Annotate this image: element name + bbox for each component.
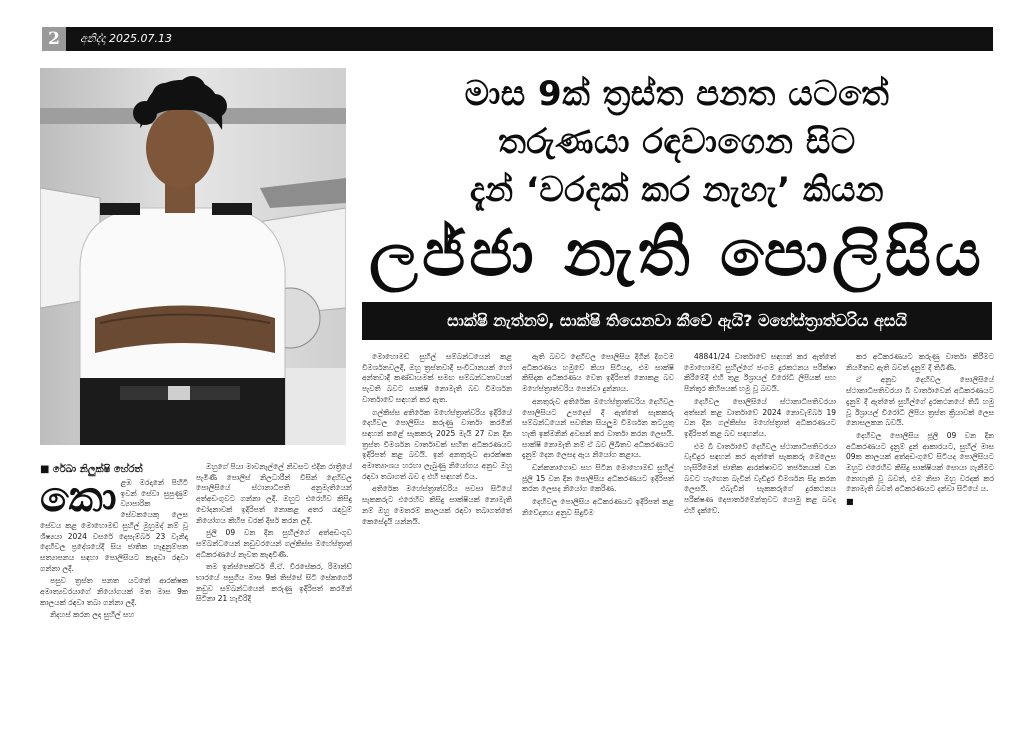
paragraph: ඇති බවට දෙහිවල පොලිසිය දිගින් දිගටම අධිකරණය හමුවේ කියා සිටියද, එම සාක්ෂි කිසිදාක අධිකරණය වෙත ඉදිරිපත් නොකළ බව මහේස්ත්‍රාත්වරිය පෙන්වා දුන්නාය. bbox=[522, 352, 674, 394]
author-byline: ■ රේඛා නිලුක්ෂි හේරත් bbox=[40, 464, 143, 475]
paragraph: ළඹ මරදානේ පිහිටි ඉවන් සේවා සුපුණුම් ව්‍යාපාරික සේවකයෙකු ලෙස සේවය කළ මොහොමඩ් සුහිල් මුහුමද් නම් වූ ශිෂ්‍යයා 2024 වසරේ දෙසැම්බර් 23 වැනිදා දෙහිවල ප්‍රදේශයේදී සිය ජාතික හැඳුනුම්පත සත්‍යාපනය සඳහා පොලිසියට කැඳවා රඳවා ගන්නා ලදී. bbox=[40, 478, 188, 573]
article-column-5 bbox=[684, 352, 836, 730]
young-man-photo-image bbox=[40, 68, 346, 445]
paragraph: ඔහුගේ පියා මාවනැල්ලේ නිවසට එදින රාත්‍රියේ පැමිණි පොලිස් නිලධාරීන් විසින් දෙහිවල පොලිසියේ ස්ථානාධිපති අනුමැතියෙන් අත්අඩංගුවට ගන්නා ලදී. ඔහුට එරෙහිව කිසිදු චෝදනාවක් ඉදිරිපත් නොකළ අතර රැඳවුම් නියෝගය කිහිප වරක් දීර්ඝ කරන ලදී. bbox=[196, 462, 352, 525]
paper-name-date: අනිද්දා 2025.07.13 bbox=[80, 32, 172, 45]
paragraph: අනතුරුව අතිරේක මහේස්ත්‍රාත්වරිය දෙහිවල පොලිසියට උපදෙස් දී ඇත්තේ සැකකරු සම්බන්ධයෙන් පවතින සියලුම විමර්ශන කටයුතු හැකි ඉක්මනින් අවසන් කර වාර්තා කරන ලෙසයි. සාක්ෂි නොමැති නම් ඒ බව ලිඛිතව අධිකරණයට දැනුම් දෙන ලෙසද ඇය නියෝග කළාය. bbox=[522, 396, 674, 460]
headline-line-2: තරුණයා රඳවාගෙන සිට bbox=[498, 122, 856, 162]
headline-block bbox=[362, 70, 992, 292]
paragraph: නිදහස් කරන ලද සුහිල් සහ bbox=[50, 610, 135, 620]
article-photo bbox=[40, 68, 346, 445]
paragraph: එම බී වාර්තාවේ දෙහිවල ස්ථානාධිපතිවරයා වැඩිදුර සඳහන් කර ඇත්තේ සැකකරු මෙලෙස හැසිරීමෙන් ජාතික ආරක්ෂාවට තර්ජනයක් වන බවට හැඟෙන බැවින් වැඩිදුර විමර්ශන සිදු කරන ලෙසයි. එබැවින් සැකකරුගේ දුරකථනය පරීක්ෂණ දෙපාර්තමේන්තුවට යොමු කළ බවද එහි දැක්වේ. bbox=[684, 441, 836, 515]
paragraph: ජුලි 09 වන දින සුහිල්ගේ අත්අඩංගුව සම්බන්ධයෙන් නඩුවරයෙන් ගල්කිස්ස මහේස්ත්‍රාත් අධිකරණයේ නැවත කැඳවිණි. bbox=[196, 528, 352, 559]
article-column-6 bbox=[846, 352, 994, 730]
page-header-bar bbox=[42, 27, 993, 51]
subheadline-bar: සාක්ෂි නැත්නම්, සාක්ෂි තියෙනවා කීවේ ඇයි? මහේස්ත්‍රාත්වරිය අසයි bbox=[362, 302, 992, 340]
paragraph: 48841/24 වාර්තාවේ සඳහන් කර ඇත්තේ මොහොමඩ් සුහිල්ගේ ජංගම දුරකථනය පරීක්ෂා කිරීමේදී එහි තුළ ඊශ්‍රායල් විරෝධී ලිපියක් සහ පින්තූර කිහිපයක් හමු වූ බවයි. bbox=[684, 352, 836, 394]
page-number: 2 bbox=[42, 27, 66, 51]
paragraph: පසුව ත්‍රස්ත පනත යටතේ ආරක්ෂක අමාත්‍යවරයාගේ නියෝගයක් මත මාස 9ක කාලයක් රඳවා තබා ගන්නා ලදී. bbox=[40, 576, 188, 607]
paragraph: තම ඉන්ස්පෙක්ටර් ජී.ඒ. වීරසේකර, රිමාන්ඩ් භාරයේ පසුගිය මාස 9ක් තිස්සේ සිටි සේකර්ගේ නඩුව සම්බන්ධයෙන් කරුණු ඉදිරිපත් කරමින් සිටිනා 21 හැවිරිදි bbox=[196, 562, 352, 604]
headline-line-1: මාස 9ක් ත්‍රස්ත පනත යටතේ bbox=[464, 74, 890, 114]
paragraph: ඩන්කනාගොඩ සහ සිටින මොහොමඩ් සුහිල් ජූලි 15 වන දින පොලිසිය අධිකරණයට ඉදිරිපත් කරන ලෙසද නියෝග කෙරිණ. bbox=[522, 463, 674, 494]
article-column-3 bbox=[362, 352, 512, 730]
paragraph: දෙහිවල පොලිසිය ජූලි 09 වන දින අධිකරණයට දැනුම් දුන් ආකාරයට, සුහිල් මාස 09ක කාලයක් අත්අඩංගුවේ සිටියද පොලිසියට ඔහුට එරෙහිව කිසිදු සාක්ෂියක් සොයා ගැනීමට නොහැකි වූ බවත්, එම නිසා ඔහු වරදක් කර නොමැති බවත් අධිකරණයට දන්වා සිටියේ ය. bbox=[846, 430, 994, 494]
article-column-2 bbox=[196, 462, 352, 728]
article-column-1 bbox=[40, 478, 188, 728]
paragraph: දෙහිවල පොලිසිය අධිකරණයට ඉදිරිපත් කළ නිවේදනය අනුව සිදුවීම bbox=[522, 497, 674, 517]
headline-main: ලජ්ජා නැති පොලිසිය bbox=[369, 217, 985, 291]
paragraph: අතිරේක මහේස්ත්‍රාත්වරිය පවසා සිටියේ සැකකරුට එරෙහිව කිසිදු සාක්ෂියක් නොමැති නම් ඔහු මෙතරම් කාලයක් රඳවා තබාගත්තේ කෙසේදැයි යන්නයි. bbox=[362, 484, 512, 526]
drop-cap: කො bbox=[40, 478, 117, 521]
paragraph: කර අධිකරණයට කරුණු වාර්තා කිරීමට නියමිතව ඇති බවත් දැනුම් දී තිබිණි. bbox=[846, 352, 994, 372]
end-of-article-mark: ■ bbox=[846, 497, 854, 507]
paragraph: මොහොමඩ් සුහිල් සම්බන්ධයෙන් කළ විමර්ශනවලදී, ඔහු ත්‍රස්තවාදී සංවිධානයක් හෝ අන්තවාදී කණ්ඩායමක් සමඟ සම්බන්ධතාවයක් පැවති බවට සාක්ෂි නොමැති බව විමර්ශන වාර්තාවේ සඳහන් කර ඇත. bbox=[362, 352, 512, 404]
paragraph: ගල්කිස්ස අතිරේක මහේස්ත්‍රාත්වරිය ඉදිරියේ දෙහිවල පොලිසිය කරුණු වාර්තා කරමින් සඳහන් කළේ සැකකරු 2025 මැයි 27 වන දින ත්‍රස්ත විමර්ශන වාර්තාවක් සහිත අධිකරණයට ඉදිරිපත් කළ බවයි. ඉන් අනතුරුව ආරක්ෂක අමාත්‍යාංශය හරහා ලැබුණු නියෝගය අනුව ඔහු රඳවා තබාගත් බව ද එහි සඳහන් විය. bbox=[362, 407, 512, 481]
article-column-4 bbox=[522, 352, 674, 730]
paragraph: ඒ අනුව දෙහිවල පොලිසියේ ස්ථානාධිපතිවරයා බී වාර්තාවෙන් අධිකරණයට දැනුම් දී ඇත්තේ සුහිල්ගේ දුරකථනයේ තිබී හමු වූ ඊශ්‍රායල් විරෝධී ලිපිය ත්‍රස්ත ක්‍රියාවක් ලෙස නොසලකන බවයි. bbox=[846, 375, 994, 428]
headline-line-3: දැන් ‘වරදක් කර නැහැ’ කියන bbox=[469, 170, 885, 210]
paragraph: දෙහිවල පොලිසියේ ස්ථානාධිපතිවරයා අත්සන් කළ වාර්තාවේ 2024 නොවැම්බර් 19 වන දින ගල්කිස්ස මහේස්ත්‍රාත් අධිකරණයට ඉදිරිපත් කළ බව සඳහන්ය. bbox=[684, 396, 836, 438]
